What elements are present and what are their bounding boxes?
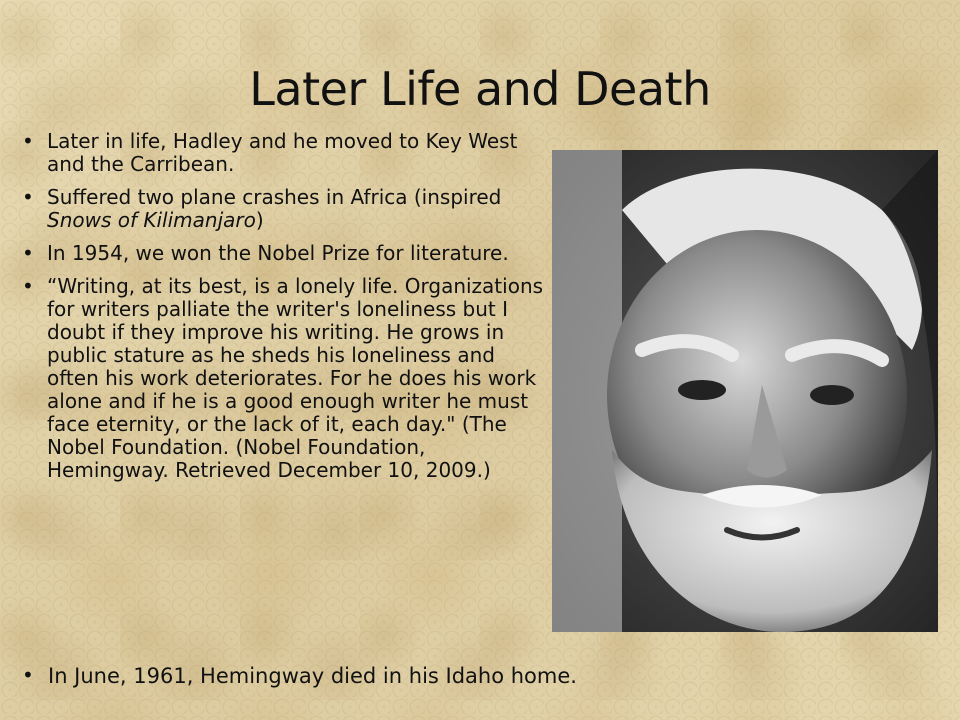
book-title: Snows of Kilimanjaro xyxy=(47,208,256,232)
final-bullet-text: In June, 1961, Hemingway died in his Idaho home. xyxy=(48,664,577,688)
bullet-text: Later in life, Hadley and he moved to Key West and the Carribean. xyxy=(47,129,518,176)
portrait-photo-icon xyxy=(552,150,938,632)
quote-text: “Writing, at its best, is a lonely life. Organizations for writers palliate the writer's loneliness but I doubt if they improve his writing. He grows in public stature as he sheds his loneliness and often his work deteriorates. For he does his work alone and if he is a good enough writer he must face eternity, or the lack of it, each day." (The Nobel Foundation. (Nobel Foundation, Hemingway. Retrieved December 10, 2009.) xyxy=(47,274,544,482)
bullet-icon: • xyxy=(22,241,34,265)
bullet-text-post: ) xyxy=(255,208,264,232)
bullet-icon: • xyxy=(22,274,34,298)
bullet-text-pre: Suffered two plane crashes in Africa (inspired xyxy=(47,185,502,209)
bullet-item xyxy=(22,275,547,482)
portrait-photo xyxy=(552,150,938,632)
slide-title: Later Life and Death xyxy=(249,62,711,116)
bullet-icon: • xyxy=(22,663,34,687)
bullet-list xyxy=(22,130,547,492)
final-bullet-item xyxy=(22,664,948,688)
bullet-item xyxy=(22,130,547,176)
bullet-icon: • xyxy=(22,185,34,209)
bullet-icon: • xyxy=(22,129,34,153)
bullet-text: In 1954, we won the Nobel Prize for literature. xyxy=(47,241,509,265)
bullet-item xyxy=(22,186,547,232)
bullet-item xyxy=(22,242,547,265)
